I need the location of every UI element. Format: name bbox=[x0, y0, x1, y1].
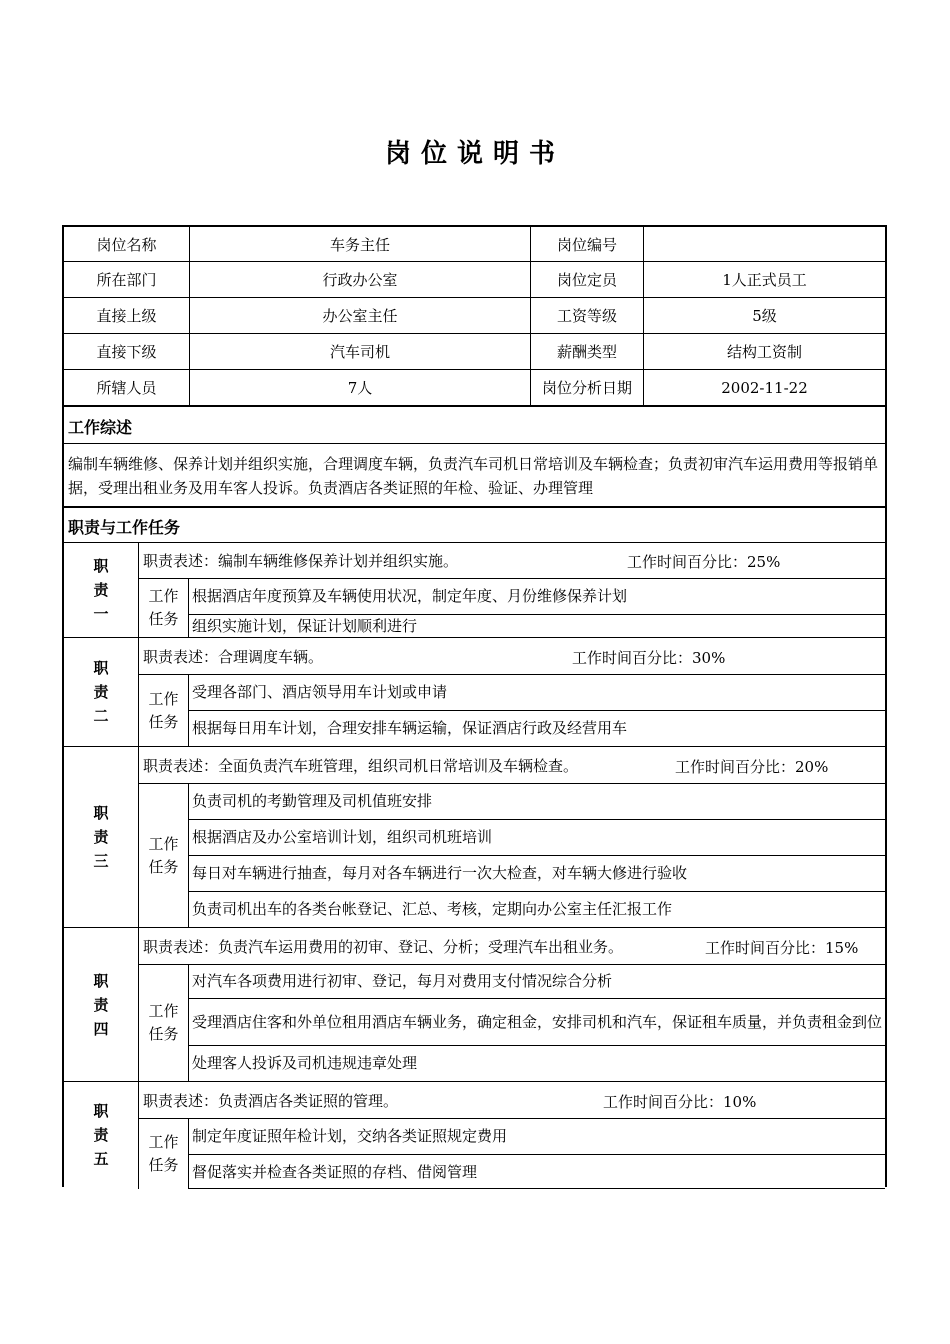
duty-1-char-3: 一 bbox=[93, 605, 109, 623]
duty-3-task-2: 根据酒店及办公室培训计划，组织司机班培训 bbox=[192, 828, 493, 846]
duty-2-char-1: 职 bbox=[93, 659, 109, 677]
task-header-4: 工作 任务 bbox=[148, 1002, 179, 1043]
label-salary-grade: 工资等级 bbox=[556, 307, 617, 325]
duty-4-task-3: 处理客人投诉及司机违规违章处理 bbox=[192, 1054, 418, 1072]
duty-label-5 bbox=[64, 1081, 138, 1189]
label-position-code: 岗位编号 bbox=[556, 235, 617, 254]
duty-1-task-2: 组织实施计划，保证计划顺利进行 bbox=[192, 616, 418, 635]
task-header-3: 工作 任务 bbox=[148, 834, 179, 876]
job-description-table bbox=[62, 225, 887, 1187]
duty-2-task-1: 受理各部门、酒店领导用车计划或申请 bbox=[192, 683, 448, 701]
duty-4-percent: 工作时间百分比：15% bbox=[705, 939, 859, 957]
value-headcount: 1人正式员工 bbox=[722, 271, 807, 289]
duty-3-char-1: 职 bbox=[93, 804, 109, 822]
value-department: 行政办公室 bbox=[322, 271, 398, 289]
summary-text: 编制车辆维修、保养计划并组织实施，合理调度车辆，负责汽车司机日常培训及车辆检查；负责初审汽车运用费用等报销单据，受理出租业务及用车客人投诉。负责酒店各类证照的年检、验证、办理管理 bbox=[68, 455, 879, 497]
duties-heading: 职责与工作任务 bbox=[68, 518, 181, 537]
label-staff: 所辖人员 bbox=[96, 379, 157, 397]
duty-label-1 bbox=[64, 542, 138, 638]
duty-label-2 bbox=[64, 637, 138, 747]
label-subordinate: 直接下级 bbox=[96, 343, 157, 361]
duty-5-task-2: 督促落实并检查各类证照的存档、借阅管理 bbox=[192, 1162, 478, 1181]
duty-1-percent: 工作时间百分比：25% bbox=[627, 553, 781, 571]
duty-2-task-2: 根据每日用车计划，合理安排车辆运输，保证酒店行政及经营用车 bbox=[192, 719, 628, 737]
label-analysis-date: 岗位分析日期 bbox=[541, 379, 632, 397]
duty-3-description: 职责表述：全面负责汽车班管理，组织司机日常培训及车辆检查。 bbox=[143, 756, 579, 775]
duty-3-task-4: 负责司机出车的各类台帐登记、汇总、考核，定期向办公室主任汇报工作 bbox=[192, 900, 673, 918]
duty-5-description: 职责表述：负责酒店各类证照的管理。 bbox=[143, 1091, 399, 1110]
duty-4-char-1: 职 bbox=[93, 971, 109, 990]
duty-3-char-3: 三 bbox=[93, 852, 109, 870]
duty-3-task-1: 负责司机的考勤管理及司机值班安排 bbox=[192, 792, 433, 810]
duty-3-percent: 工作时间百分比：20% bbox=[675, 758, 829, 776]
duty-5-char-2: 责 bbox=[93, 1126, 109, 1144]
task-header-2: 工作 任务 bbox=[148, 689, 179, 731]
duty-label-4 bbox=[64, 927, 138, 1082]
duty-3-task-3: 每日对车辆进行抽查，每月对各车辆进行一次大检查，对车辆大修进行验收 bbox=[192, 864, 688, 882]
value-position-name: 车务主任 bbox=[329, 235, 390, 254]
value-subordinate: 汽车司机 bbox=[329, 343, 390, 361]
duty-5-percent: 工作时间百分比：10% bbox=[603, 1093, 757, 1111]
summary-heading: 工作综述 bbox=[68, 418, 133, 437]
duty-1-char-1: 职 bbox=[93, 557, 109, 575]
duty-3-char-2: 责 bbox=[93, 828, 109, 846]
duty-5-char-1: 职 bbox=[93, 1102, 109, 1120]
duty-4-task-2: 受理酒店住客和外单位租用酒店车辆业务，确定租金，安排司机和汽车，保证租车质量，并负责租金到位 bbox=[192, 1012, 883, 1031]
duty-2-description: 职责表述：合理调度车辆。 bbox=[143, 647, 324, 666]
label-department: 所在部门 bbox=[96, 271, 157, 289]
label-position-name: 岗位名称 bbox=[96, 235, 157, 254]
duty-2-percent: 工作时间百分比：30% bbox=[572, 649, 726, 667]
label-headcount: 岗位定员 bbox=[556, 271, 617, 289]
value-pay-type: 结构工资制 bbox=[726, 343, 802, 361]
task-header-5: 工作 任务 bbox=[148, 1132, 179, 1174]
duty-2-char-3: 二 bbox=[93, 707, 109, 725]
duty-1-task-1: 根据酒店年度预算及车辆使用状况，制定年度、月份维修保养计划 bbox=[192, 587, 628, 605]
task-header-1: 工作 任务 bbox=[148, 587, 179, 628]
duty-4-description: 职责表述：负责汽车运用费用的初审、登记、分析；受理汽车出租业务。 bbox=[143, 937, 624, 956]
duty-1-description: 职责表述：编制车辆维修保养计划并组织实施。 bbox=[143, 552, 459, 570]
value-analysis-date: 2002-11-22 bbox=[721, 378, 808, 397]
duty-label-3 bbox=[64, 746, 138, 928]
value-position-code bbox=[644, 227, 885, 261]
duty-2-char-2: 责 bbox=[93, 683, 109, 701]
page-title: 岗位说明书 bbox=[384, 139, 565, 169]
duty-4-char-3: 四 bbox=[93, 1019, 109, 1038]
label-pay-type: 薪酬类型 bbox=[556, 343, 617, 361]
duty-1-char-2: 责 bbox=[93, 581, 109, 599]
value-supervisor: 办公室主任 bbox=[322, 307, 398, 325]
value-staff: 7人 bbox=[347, 379, 373, 397]
duty-5-char-3: 五 bbox=[93, 1150, 109, 1168]
duty-5-task-1: 制定年度证照年检计划，交纳各类证照规定费用 bbox=[192, 1127, 508, 1145]
duty-4-task-1: 对汽车各项费用进行初审、登记，每月对费用支付情况综合分析 bbox=[192, 972, 613, 990]
label-supervisor: 直接上级 bbox=[96, 307, 157, 325]
value-salary-grade: 5级 bbox=[752, 307, 777, 325]
duty-4-char-2: 责 bbox=[93, 995, 109, 1014]
